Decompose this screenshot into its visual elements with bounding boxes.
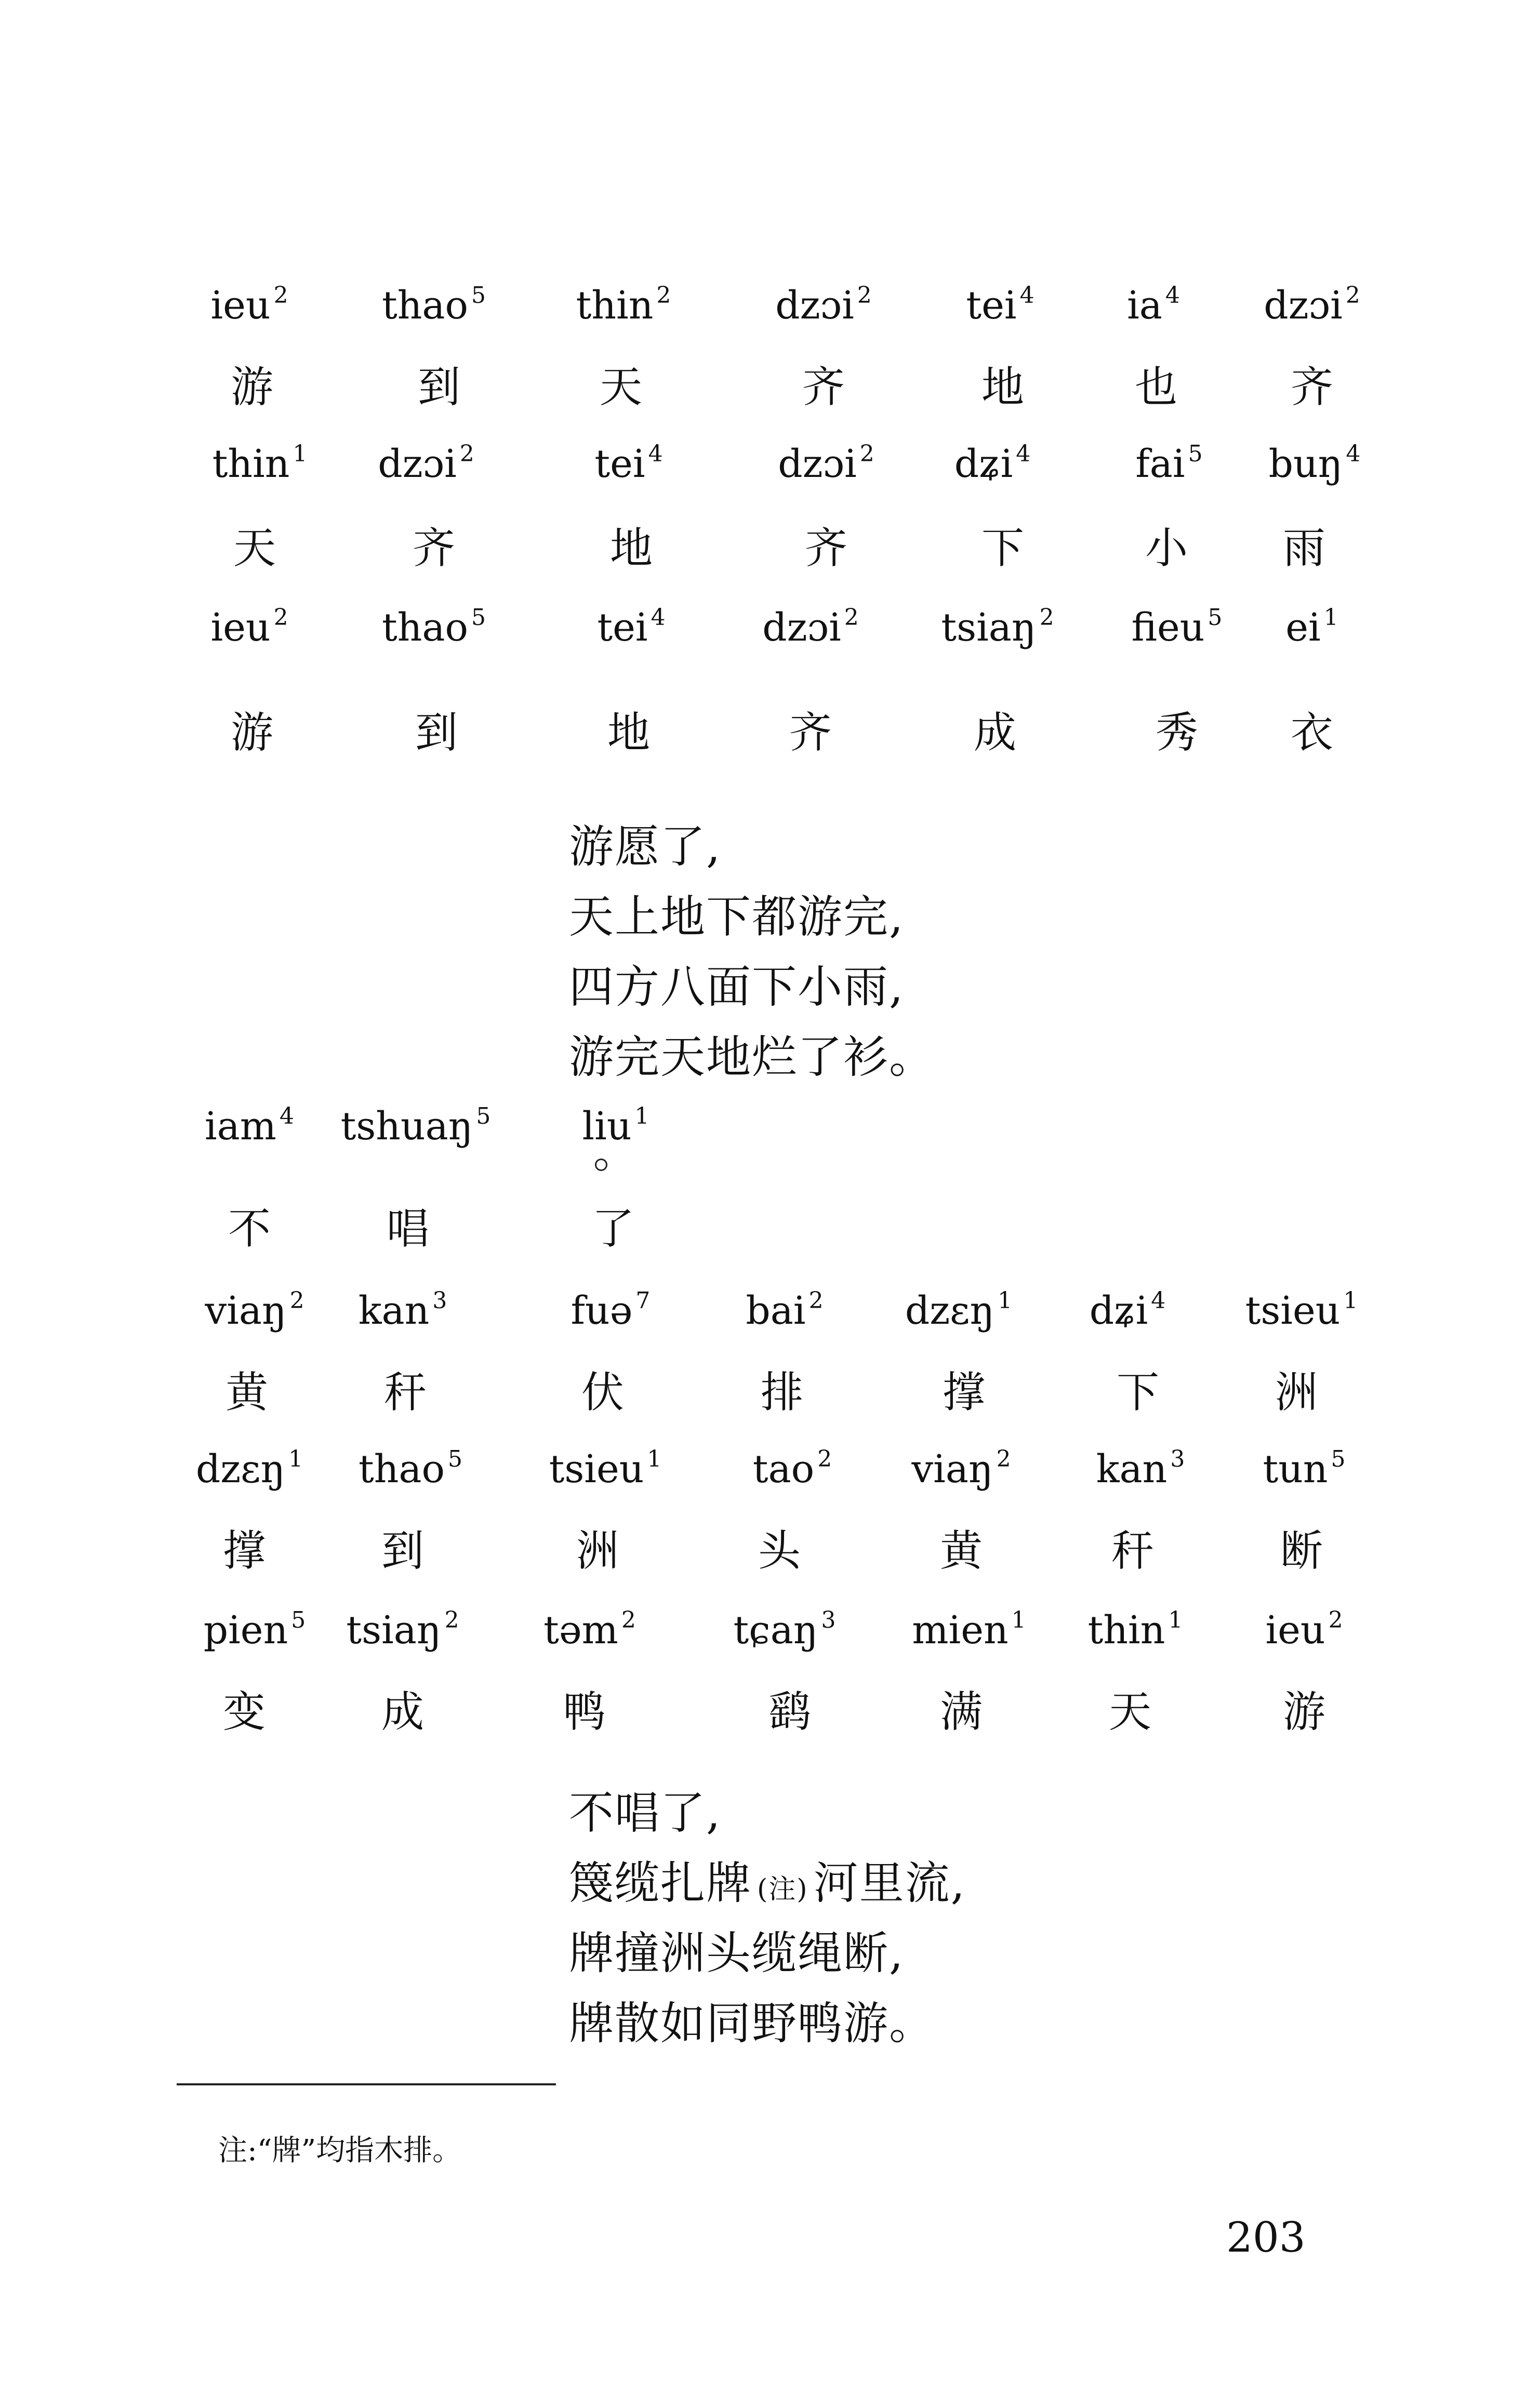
hanzi: 到: [381, 1526, 424, 1576]
hanzi: 衣: [1290, 708, 1334, 757]
hanzi: 黄: [939, 1526, 983, 1576]
romanization: tei $^4$: [966, 282, 1034, 328]
hanzi: 地: [609, 524, 653, 573]
romanization: tsiaŋ $^2$: [346, 1607, 459, 1653]
hanzi: 齐: [1290, 363, 1334, 412]
hanzi: 齐: [804, 524, 848, 573]
translation-line: 天上地下都游完,: [569, 891, 905, 943]
hanzi: 鹞: [768, 1687, 812, 1737]
hanzi: 不: [228, 1204, 271, 1254]
translation-line: 游愿了,: [569, 821, 722, 873]
romanization: fieu $^5$: [1131, 604, 1223, 650]
hanzi: 秀: [1155, 708, 1199, 757]
romanization: iam $^4$: [205, 1103, 294, 1149]
romanization: tsieu $^1$: [1245, 1287, 1358, 1333]
note-marker: (注): [757, 1874, 808, 1905]
romanization: dzɛŋ $^1$: [195, 1446, 303, 1492]
hanzi: 满: [939, 1687, 983, 1737]
romanization: viaŋ $^2$: [205, 1287, 304, 1333]
hanzi: 游: [230, 363, 274, 412]
romanization: tun $^5$: [1263, 1446, 1346, 1492]
hanzi: 天: [1108, 1687, 1152, 1737]
translation-line: 游完天地烂了衫。: [569, 1031, 935, 1083]
hanzi: 齐: [412, 524, 456, 573]
romanization: fuə $^7$: [571, 1287, 651, 1333]
hanzi: 撑: [222, 1526, 266, 1576]
hanzi: 黄: [225, 1368, 269, 1417]
hanzi: 成: [973, 708, 1017, 757]
romanization: tei $^4$: [594, 441, 663, 486]
romanization: kan $^3$: [1096, 1446, 1185, 1492]
hanzi: 头: [758, 1526, 801, 1576]
romanization: thin $^1$: [212, 441, 308, 486]
hanzi: 下: [1116, 1368, 1160, 1417]
romanization: ieu $^2$: [210, 282, 288, 328]
romanization: thao $^5$: [381, 604, 486, 650]
romanization: viaŋ $^2$: [911, 1446, 1011, 1492]
hanzi: 游: [230, 708, 274, 757]
romanization: thao $^5$: [381, 282, 486, 328]
hanzi: 断: [1280, 1526, 1323, 1576]
romanization: dzɔi $^2$: [775, 282, 872, 328]
hanzi: 了: [591, 1204, 635, 1254]
hanzi: 雨: [1282, 524, 1326, 573]
hanzi: 齐: [802, 363, 845, 412]
romanization: tshuaŋ $^5$: [340, 1103, 491, 1149]
romanization: ieu $^2$: [210, 604, 288, 650]
mark-circle: [595, 1159, 607, 1171]
translation-line: 四方八面下小雨,: [569, 961, 905, 1013]
hanzi: 到: [417, 363, 461, 412]
hanzi: 秆: [1111, 1526, 1155, 1576]
footnote: 注:“牌”均指木排。: [218, 2134, 462, 2167]
romanization: thao $^5$: [358, 1446, 463, 1492]
translation-line: 不唱了,: [569, 1787, 722, 1839]
footnote-divider: [177, 2083, 556, 2085]
hanzi: 撑: [942, 1368, 986, 1417]
page-number: 203: [1226, 2213, 1306, 2261]
romanization: tei $^4$: [597, 604, 666, 650]
hanzi: 伏: [581, 1368, 625, 1417]
romanization: təm $^2$: [543, 1607, 636, 1653]
hanzi: 变: [222, 1687, 266, 1737]
hanzi: 地: [981, 363, 1025, 412]
romanization: dzɔi $^2$: [762, 604, 859, 650]
hanzi: 到: [415, 708, 458, 757]
romanization: thin $^2$: [576, 282, 671, 328]
hanzi: 洲: [576, 1526, 619, 1576]
translation-line: 篾缆扎牌 (注) 河里流,: [569, 1857, 966, 1909]
romanization: buŋ $^4$: [1268, 441, 1361, 486]
romanization: fai $^5$: [1135, 441, 1203, 486]
romanization: tao $^2$: [752, 1446, 832, 1492]
romanization: dzɔi $^2$: [778, 441, 874, 486]
romanization: pien $^5$: [203, 1607, 306, 1653]
romanization: dʑi $^4$: [954, 441, 1031, 486]
romanization: mien $^1$: [912, 1607, 1026, 1653]
hanzi: 成: [381, 1687, 424, 1737]
hanzi: 下: [981, 524, 1025, 573]
romanization: kan $^3$: [358, 1287, 447, 1333]
hanzi: 秆: [383, 1368, 427, 1417]
romanization: liu $^1$: [582, 1103, 649, 1149]
romanization: dzɔi $^2$: [1264, 282, 1360, 328]
romanization: dzɔi $^2$: [378, 441, 474, 486]
hanzi: 齐: [789, 708, 832, 757]
hanzi: 地: [607, 708, 651, 757]
romanization: thin $^1$: [1087, 1607, 1183, 1653]
hanzi: 唱: [386, 1204, 430, 1254]
translation-line: 牌散如同野鸭游。: [569, 1998, 935, 2050]
romanization: tsieu $^1$: [549, 1446, 662, 1492]
hanzi: 排: [760, 1368, 804, 1417]
romanization: dʑi $^4$: [1089, 1287, 1166, 1333]
hanzi: 天: [599, 363, 643, 412]
hanzi: 也: [1134, 363, 1178, 412]
romanization: tsiaŋ $^2$: [941, 604, 1054, 650]
romanization: tɕaŋ $^3$: [733, 1607, 836, 1653]
translation-line: 牌撞洲头缆绳断,: [569, 1927, 905, 1979]
hanzi: 鸭: [563, 1687, 606, 1737]
romanization: bai $^2$: [746, 1287, 824, 1333]
hanzi: 游: [1282, 1687, 1326, 1737]
romanization: ia $^4$: [1127, 282, 1180, 328]
romanization: dzɛŋ $^1$: [905, 1287, 1013, 1333]
romanization: ieu $^2$: [1265, 1607, 1343, 1653]
hanzi: 洲: [1275, 1368, 1318, 1417]
romanization: ei $^1$: [1285, 604, 1338, 650]
hanzi: 小: [1145, 524, 1188, 573]
hanzi: 天: [233, 524, 276, 573]
